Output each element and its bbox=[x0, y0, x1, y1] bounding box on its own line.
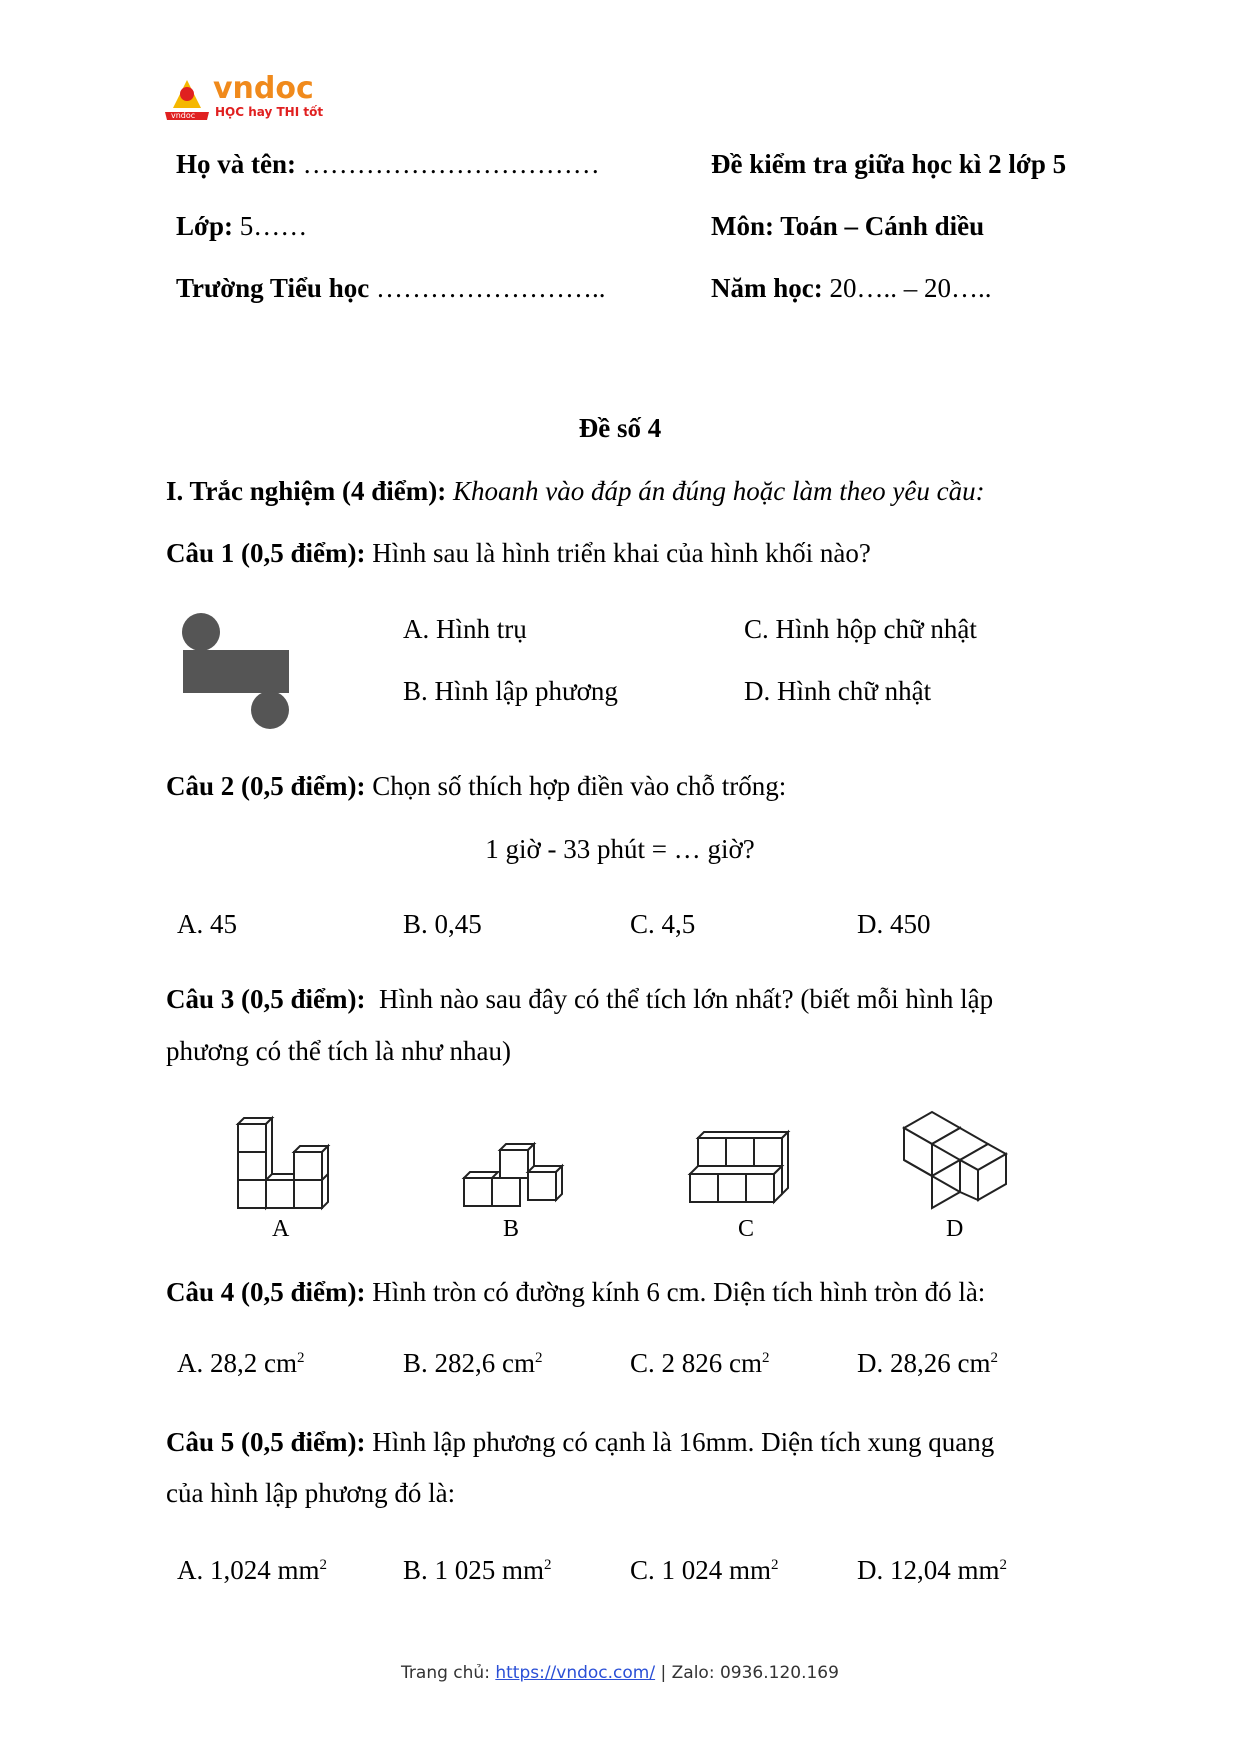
logo-mark bbox=[163, 70, 323, 122]
name-label: Họ và tên: bbox=[176, 149, 296, 179]
footer-separator: | bbox=[660, 1663, 667, 1683]
q1-option-d[interactable]: D. Hình chữ nhật bbox=[744, 676, 932, 706]
q2-option-b[interactable]: B. 0,45 bbox=[403, 909, 482, 939]
logo-badge: vndoc bbox=[171, 111, 196, 120]
q3-text-line1 bbox=[166, 984, 993, 1015]
cube-label-d: D bbox=[946, 1216, 964, 1242]
q4-option-d[interactable]: D. 28,26 $cm^2$ bbox=[857, 1348, 998, 1378]
q1-label: Câu 1 (0,5 điểm): bbox=[166, 538, 366, 568]
logo bbox=[163, 70, 323, 122]
q2-text bbox=[166, 771, 786, 802]
q4-label: Câu 4 (0,5 điểm): bbox=[166, 1277, 366, 1307]
cube-figure-a bbox=[232, 1110, 348, 1214]
q2-question: Chọn số thích hợp điền vào chỗ trống: bbox=[372, 771, 787, 801]
q5-option-a[interactable]: A. 1,024 $mm^2$ bbox=[177, 1555, 328, 1585]
q1-option-b[interactable]: B. Hình lập phương bbox=[403, 676, 618, 706]
footer bbox=[0, 1663, 1240, 1683]
cube-figure-b bbox=[458, 1128, 574, 1214]
q2-option-c[interactable]: C. 4,5 bbox=[630, 909, 696, 939]
cube-label-c: C bbox=[738, 1216, 755, 1242]
q1-text bbox=[166, 538, 871, 569]
q1-option-c[interactable]: C. Hình hộp chữ nhật bbox=[744, 614, 977, 644]
q3-label: Câu 3 (0,5 điểm): bbox=[166, 984, 366, 1014]
q5-question: Hình lập phương có cạnh là 16mm. Diện tích xung quang bbox=[372, 1427, 995, 1457]
net-rectangle bbox=[183, 650, 289, 693]
class-value: 5…… bbox=[239, 211, 308, 241]
q4-option-c[interactable]: C. 2 826 $cm^2$ bbox=[630, 1348, 770, 1378]
q4-text bbox=[166, 1277, 985, 1308]
net-top-circle bbox=[182, 613, 220, 651]
cube-label-b: B bbox=[503, 1216, 520, 1242]
logo-tagline: HỌC hay THI tốt bbox=[215, 105, 323, 119]
q5-text-line1 bbox=[166, 1427, 994, 1458]
cube-label-a: A bbox=[272, 1216, 290, 1242]
year-line bbox=[711, 273, 991, 304]
school-dots: …………………….. bbox=[375, 273, 606, 303]
year-label: Năm học: bbox=[711, 273, 823, 303]
section-heading bbox=[166, 476, 985, 507]
cube-figure-c bbox=[684, 1124, 800, 1214]
exam-title: Đề kiểm tra giữa học kì 2 lớp 5 bbox=[711, 149, 1067, 179]
footer-link[interactable]: https://vndoc.com/ bbox=[495, 1663, 656, 1683]
net-bottom-circle bbox=[251, 691, 289, 729]
school-line bbox=[176, 273, 605, 304]
q1-question: Hình sau là hình triển khai của hình khối nào? bbox=[372, 538, 871, 568]
q3-question: Hình nào sau đây có thể tích lớn nhất? (biết mỗi hình lập bbox=[378, 984, 994, 1014]
footer-prefix: Trang chủ: bbox=[401, 1663, 490, 1683]
q5-text-line2: của hình lập phương đó là: bbox=[166, 1478, 456, 1508]
q4-option-b[interactable]: B. 282,6 $cm^2$ bbox=[403, 1348, 543, 1378]
q5-option-c[interactable]: C. 1 024 $mm^2$ bbox=[630, 1555, 779, 1585]
class-line bbox=[176, 211, 307, 242]
q2-option-a[interactable]: A. 45 bbox=[177, 909, 237, 939]
year-value: 20….. – 20….. bbox=[829, 273, 992, 303]
subject-label: Môn: Toán – Cánh diều bbox=[711, 211, 985, 241]
q5-option-b[interactable]: B. 1 025 $mm^2$ bbox=[403, 1555, 552, 1585]
q4-question: Hình tròn có đường kính 6 cm. Diện tích hình tròn đó là: bbox=[372, 1277, 986, 1307]
section-label: I. Trắc nghiệm (4 điểm): bbox=[166, 476, 447, 506]
name-dots: …………………………… bbox=[302, 149, 600, 179]
footer-zalo: Zalo: 0936.120.169 bbox=[671, 1663, 839, 1683]
q1-option-a[interactable]: A. Hình trụ bbox=[403, 614, 527, 644]
logo-brand: vndoc bbox=[213, 71, 314, 106]
q2-expression: 1 giờ - 33 phút = … giờ? bbox=[485, 834, 755, 864]
q3-text-line2: phương có thể tích là như nhau) bbox=[166, 1036, 511, 1066]
q4-option-a[interactable]: A. 28,2 $cm^2$ bbox=[177, 1348, 305, 1378]
page-title: Đề số 4 bbox=[578, 413, 662, 443]
name-line bbox=[176, 149, 600, 180]
cylinder-net-figure bbox=[178, 612, 294, 730]
q2-option-d[interactable]: D. 450 bbox=[857, 909, 931, 939]
cube-figure-d bbox=[896, 1104, 1012, 1216]
q5-label: Câu 5 (0,5 điểm): bbox=[166, 1427, 366, 1457]
q2-label: Câu 2 (0,5 điểm): bbox=[166, 771, 366, 801]
class-label: Lớp: bbox=[176, 211, 233, 241]
section-instruction: Khoanh vào đáp án đúng hoặc làm theo yêu cầu: bbox=[452, 476, 985, 506]
school-label: Trường Tiểu học bbox=[176, 273, 370, 303]
q5-option-d[interactable]: D. 12,04 $mm^2$ bbox=[857, 1555, 1008, 1585]
